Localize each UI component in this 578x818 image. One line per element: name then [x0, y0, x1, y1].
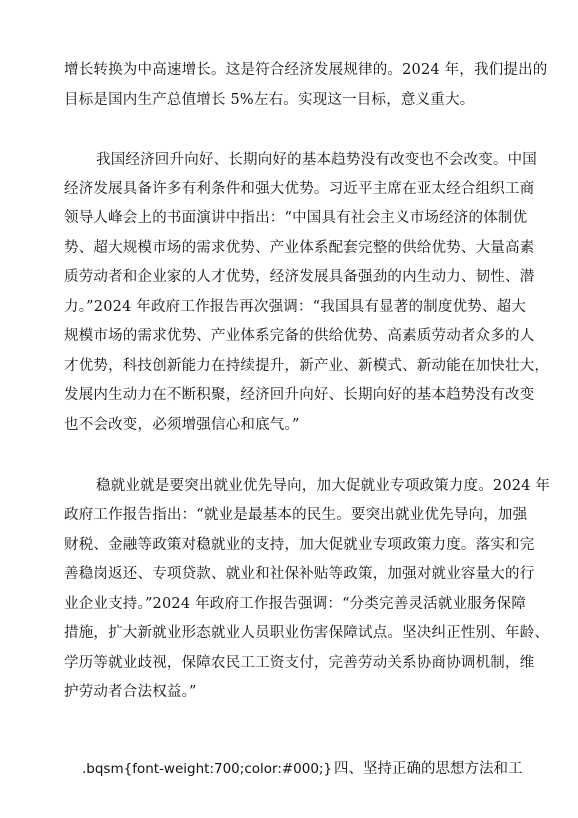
text-line: 措施，扩大新就业形态就业人员职业伤害保障试点。坚决纠正性别、年龄、	[64, 625, 550, 641]
text-line: 领导人峰会上的书面演讲中指出：“中国具有社会主义市场经济的体制优	[64, 210, 528, 226]
text-line: 业企业支持。”2024 年政府工作报告强调：“分类完善灵活就业服务保障	[64, 596, 527, 612]
text-line: 政府工作报告指出：“就业是最基本的民生。要突出就业优先导向，加强	[64, 507, 528, 523]
text-line: 护劳动者合法权益。”	[64, 684, 197, 700]
text-line: 也不会改变，必须增强信心和底气。”	[64, 417, 300, 433]
text-line: 才优势，科技创新能力在持续提升，新产业、新模式、新动能在加快壮大，	[64, 358, 550, 374]
text-line: 财税、金融等政策对稳就业的支持，加大促就业专项政策力度。落实和完	[64, 537, 535, 553]
text-line: 学历等就业歧视，保障农民工工资支付，完善劳动关系协商协调机制，维	[64, 655, 535, 671]
text-line: 经济发展具备许多有利条件和强大优势。习近平主席在亚太经合组织工商	[64, 181, 535, 197]
text-line: 增长转换为中高速增长。这是符合经济发展规律的。2024 年，我们提出的	[64, 62, 548, 78]
section-heading: 四、坚持正确的思想方法和工	[334, 761, 523, 777]
text-line: 稳就业就是要突出就业优先导向，加大促就业专项政策力度。2024 年	[96, 478, 551, 494]
text-line: 目标是国内生产总值增长 5%左右。实现这一目标，意义重大。	[64, 92, 475, 108]
leaked-css-text: .bqsm{font-weight:700;color:#000;}	[82, 761, 333, 777]
text-line: 规模市场的需求优势、产业体系完备的供给优势、高素质劳动者众多的人	[64, 328, 535, 344]
text-line: 质劳动者和企业家的人才优势，经济发展具备强劲的内生动力、韧性、潜	[64, 269, 535, 285]
text-line: 力。”2024 年政府工作报告再次强调：“我国具有显著的制度优势、超大	[64, 299, 527, 315]
text-line: 发展内生动力在不断积聚，经济回升向好、长期向好的基本趋势没有改变	[64, 387, 535, 403]
text-line: 我国经济回升向好、长期向好的基本趋势没有改变也不会改变。中国	[96, 152, 537, 168]
text-line: 善稳岗返还、专项贷款、就业和社保补贴等政策，加强对就业容量大的行	[64, 566, 535, 582]
text-line: 势、超大规模市场的需求优势、产业体系配套完整的供给优势、大量高素	[64, 240, 535, 256]
